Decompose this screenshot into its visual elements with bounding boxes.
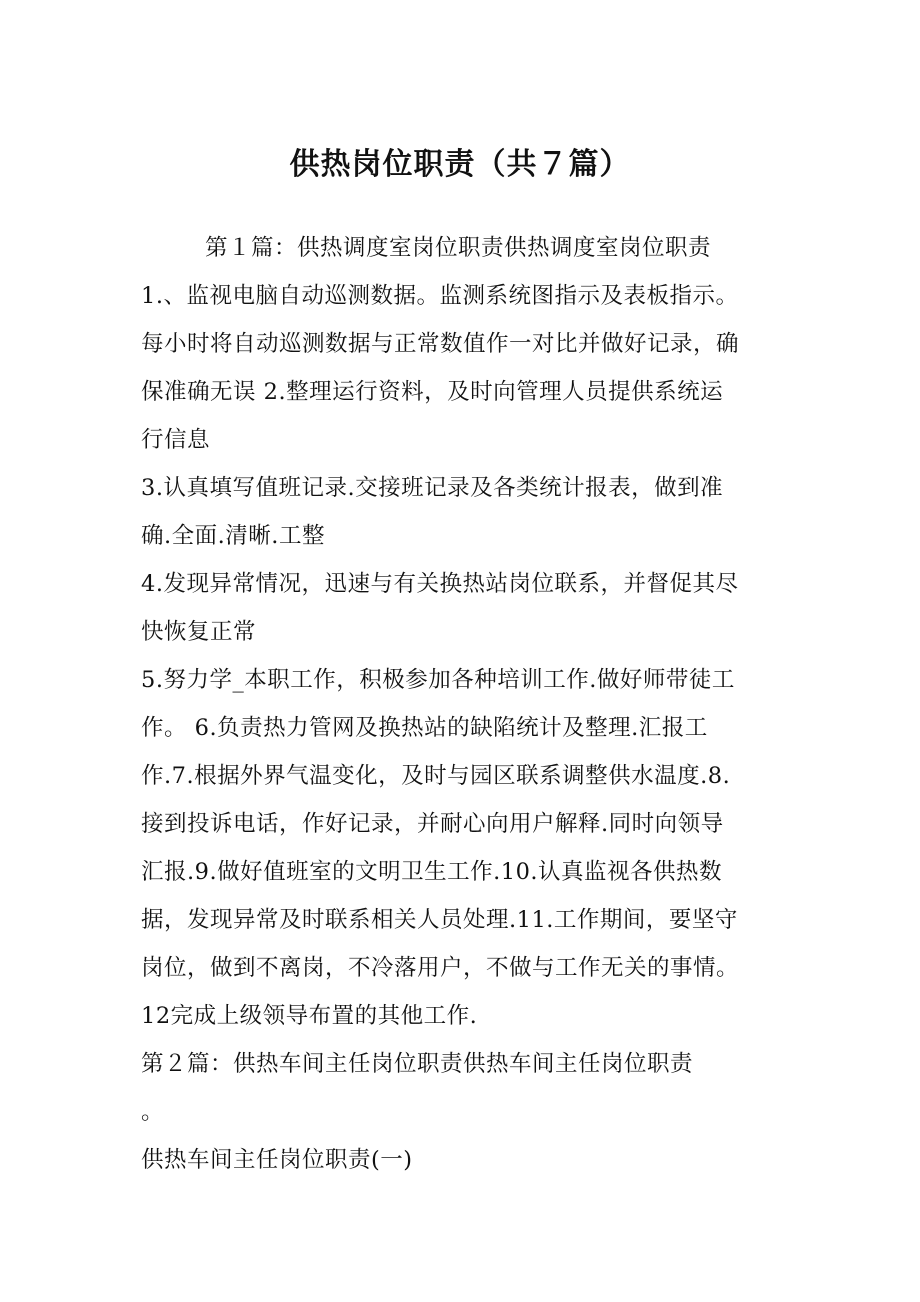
section-heading-2: 第２篇：供热车间主任岗位职责供热车间主任岗位职责 <box>141 1051 694 1077</box>
subsection-heading: 供热车间主任岗位职责(一) <box>141 1147 413 1173</box>
text-line: 每小时将自动巡测数据与正常数值作一对比并做好记录，确 <box>141 331 740 357</box>
text-line: 4.发现异常情况，迅速与有关换热站岗位联系，并督促其尽 <box>141 571 739 597</box>
text-line: 确.全面.清晰.工整 <box>141 523 325 549</box>
text-line: 保准确无误 2.整理运行资料，及时向管理人员提供系统运 <box>141 379 724 405</box>
text-line: 5.努力学_本职工作，积极参加各种培训工作.做好师带徒工 <box>141 667 735 693</box>
text-line: 作.7.根据外界气温变化，及时与园区联系调整供水温度.8. <box>141 763 731 789</box>
text-line: 接到投诉电话，作好记录，并耐心向用户解释.同时向领导 <box>141 811 724 837</box>
text-line: 快恢复正常 <box>141 619 257 645</box>
text-line: 岗位，做到不离岗，不冷落用户，不做与工作无关的事情。 <box>141 955 740 981</box>
text-line: 12完成上级领导布置的其他工作. <box>141 1003 478 1029</box>
document-body <box>141 224 801 1184</box>
document-title: 供热岗位职责（共７篇） <box>289 147 631 182</box>
text-line: 汇报.9.做好值班室的文明卫生工作.10.认真监视各供热数 <box>141 859 723 885</box>
text-line: 作。 6.负责热力管网及换热站的缺陷统计及整理.汇报工 <box>141 715 708 741</box>
text-line: 据，发现异常及时联系相关人员处理.11.工作期间，要坚守 <box>141 907 738 933</box>
text-line: 行信息 <box>141 427 211 453</box>
text-line: 。 <box>141 1099 165 1125</box>
section-heading-1: 第１篇：供热调度室岗位职责供热调度室岗位职责 <box>205 235 712 261</box>
text-line: 1.、监视电脑自动巡测数据。监测系统图指示及表板指示。 <box>141 283 739 309</box>
text-line: 3.认真填写值班记录.交接班记录及各类统计报表，做到准 <box>141 475 724 501</box>
